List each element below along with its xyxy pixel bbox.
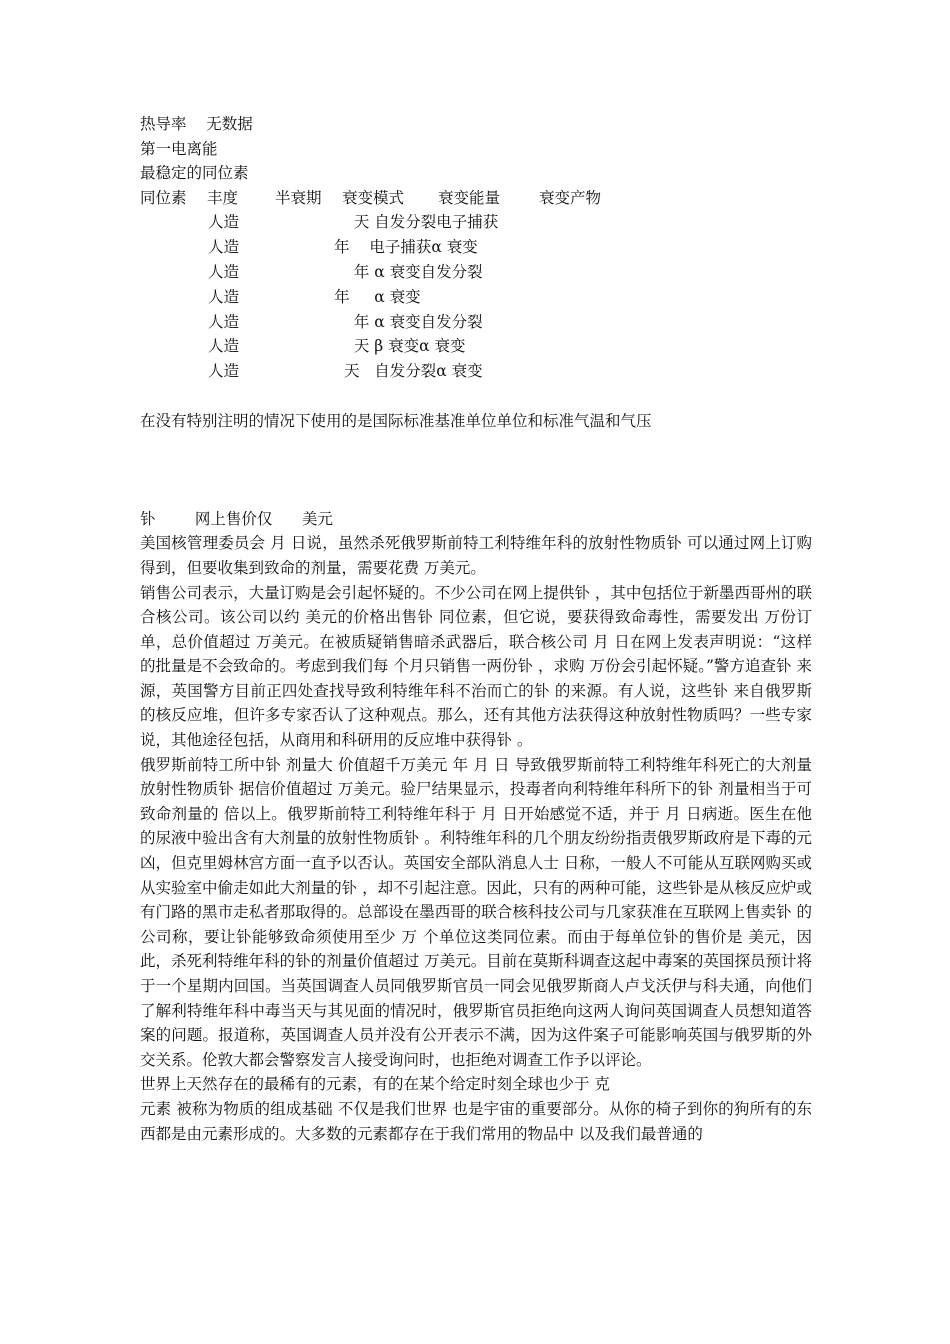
decay-cell: 天 自发分裂电子捕获 xyxy=(275,213,499,232)
abundance-cell: 人造 xyxy=(208,362,240,381)
most-stable-isotope-line: 最稳定的同位素 xyxy=(140,164,249,183)
table-row xyxy=(140,285,812,310)
article-headline: 钋 网上售价仅 美元 xyxy=(140,509,333,528)
table-row xyxy=(140,310,812,335)
abundance-cell: 人造 xyxy=(208,213,240,232)
header-decay-product: 衰变产物 xyxy=(539,188,602,207)
article-paragraph: 元素 被称为物质的组成基础 不仅是我们世界 也是宇宙的重要部分。从你的椅子到你的狗所有的东西都是由元素形成的。大多数的元素都存在于我们常用的物品中 以及我们最普通的 xyxy=(140,1099,812,1143)
decay-cell: 天 β 衰变α 衰变 xyxy=(275,337,466,356)
article-paragraph: 俄罗斯前特工所中钋 剂量大 价值超千万美元 年 月 日 导致俄罗斯前特工利特维年科死亡的大剂量放射性物质钋 据信价值超过 万美元。验尸结果显示，投毒者向利特维年科所下的钋 剂量相当于可致命剂量的 倍以上。俄罗斯前特工利特维年科于 月 日开始感觉不适，并于 月 日病逝。医生在他的尿液中验出含有大剂量的放射性物质钋 。利特维年科的几个朋友纷纷指责俄罗斯政府是下毒的元凶，但克里姆林宫方面一直予以否认。英国安全部队消息人士 日称，一般人不可能从互联网购买或从实验室中偷走如此大剂量的钋 ，却不引起注意。因此，只有的两种可能，这些钋是从核反应炉或有门路的黑市走私者那取得的。总部设在墨西哥的联合核科技公司与几家获准在互联网上售卖钋 的公司称，要让钋能够致命须使用至少 万 个单位这类同位素。而由于每单位钋的售价是 美元，因此，杀死利特维年科的钋的剂量价值超过 万美元。目前在莫斯科调查这起中毒案的英国探员预计将于一个星期内回国。当英国调查人员同俄罗斯官员一同会见俄罗斯商人卢戈沃伊与科夫通，向他们了解利特维年科中毒当天与其见面的情况时，俄罗斯官员拒绝向这两人询问英国调查人员想知道答案的问题。报道称，英国调查人员并没有公开表示不满，因为这件案子可能影响英国与俄罗斯的外交关系。伦敦大都会警察发言人接受询问时，也拒绝对调查工作予以评论。 xyxy=(140,755,812,1069)
standard-conditions-note: 在没有特别注明的情况下使用的是国际标准基准单位单位和标准气温和气压 xyxy=(140,411,652,430)
article-paragraph: 美国核管理委员会 月 日说，虽然杀死俄罗斯前特工利特维年科的放射性物质钋 可以通过网上订购得到，但要收集到致命的剂量，需要花费 万美元。 xyxy=(140,534,812,577)
isotope-table-header xyxy=(140,186,812,211)
abundance-cell: 人造 xyxy=(208,337,240,356)
abundance-cell: 人造 xyxy=(208,287,240,306)
first-ionization-line: 第一电离能 xyxy=(140,139,218,158)
table-row xyxy=(140,334,812,359)
decay-cell: 年 α 衰变 xyxy=(275,287,421,306)
header-abundance: 丰度 xyxy=(207,188,239,207)
decay-cell: 年 电子捕获α 衰变 xyxy=(275,238,478,257)
thermal-conductivity-line: 热导率 无数据 xyxy=(140,115,253,133)
table-row xyxy=(140,260,812,285)
header-isotope: 同位素 xyxy=(140,188,187,207)
document-page xyxy=(140,112,812,1146)
header-decay-mode: 衰变模式 xyxy=(342,188,405,207)
abundance-cell: 人造 xyxy=(208,262,240,281)
decay-cell: 年 α 衰变自发分裂 xyxy=(275,262,483,281)
header-decay-energy: 衰变能量 xyxy=(438,188,501,207)
abundance-cell: 人造 xyxy=(208,238,240,257)
article-paragraph: 销售公司表示，大量订购是会引起怀疑的。不少公司在网上提供钋 ，其中包括位于新墨西哥州的联合核公司。该公司以约 美元的价格出售钋 同位素，但它说，要获得致命毒性，需要发出 万份订单，总价值超过 万美元。在被质疑销售暗杀武器后，联合核公司 月 日在网上发表声明说：“这样的批量是不会致命的。考虑到我们每 个月只销售一两份钋 ，求购 万份会引起怀疑。”警方追查钋 来源，英国警方目前正四处查找导致利特维年科不治而亡的钋 的来源。有人说，这些钋 来自俄罗斯的核反应堆，但许多专家否认了这种观点。那么，还有其他方法获得这种放射性物质吗？一些专家说，其他途径包括，从商用和科研用的反应堆中获得钋 。 xyxy=(140,583,812,750)
abundance-cell: 人造 xyxy=(208,312,240,331)
header-half-life: 半衰期 xyxy=(275,188,322,207)
table-row xyxy=(140,359,812,384)
decay-cell: 天 自发分裂α 衰变 xyxy=(275,362,483,381)
table-row xyxy=(140,210,812,235)
decay-cell: 年 α 衰变自发分裂 xyxy=(275,312,483,331)
table-row xyxy=(140,235,812,260)
article-paragraph: 世界上天然存在的最稀有的元素，有的在某个给定时刻全球也少于 克 xyxy=(140,1075,610,1094)
